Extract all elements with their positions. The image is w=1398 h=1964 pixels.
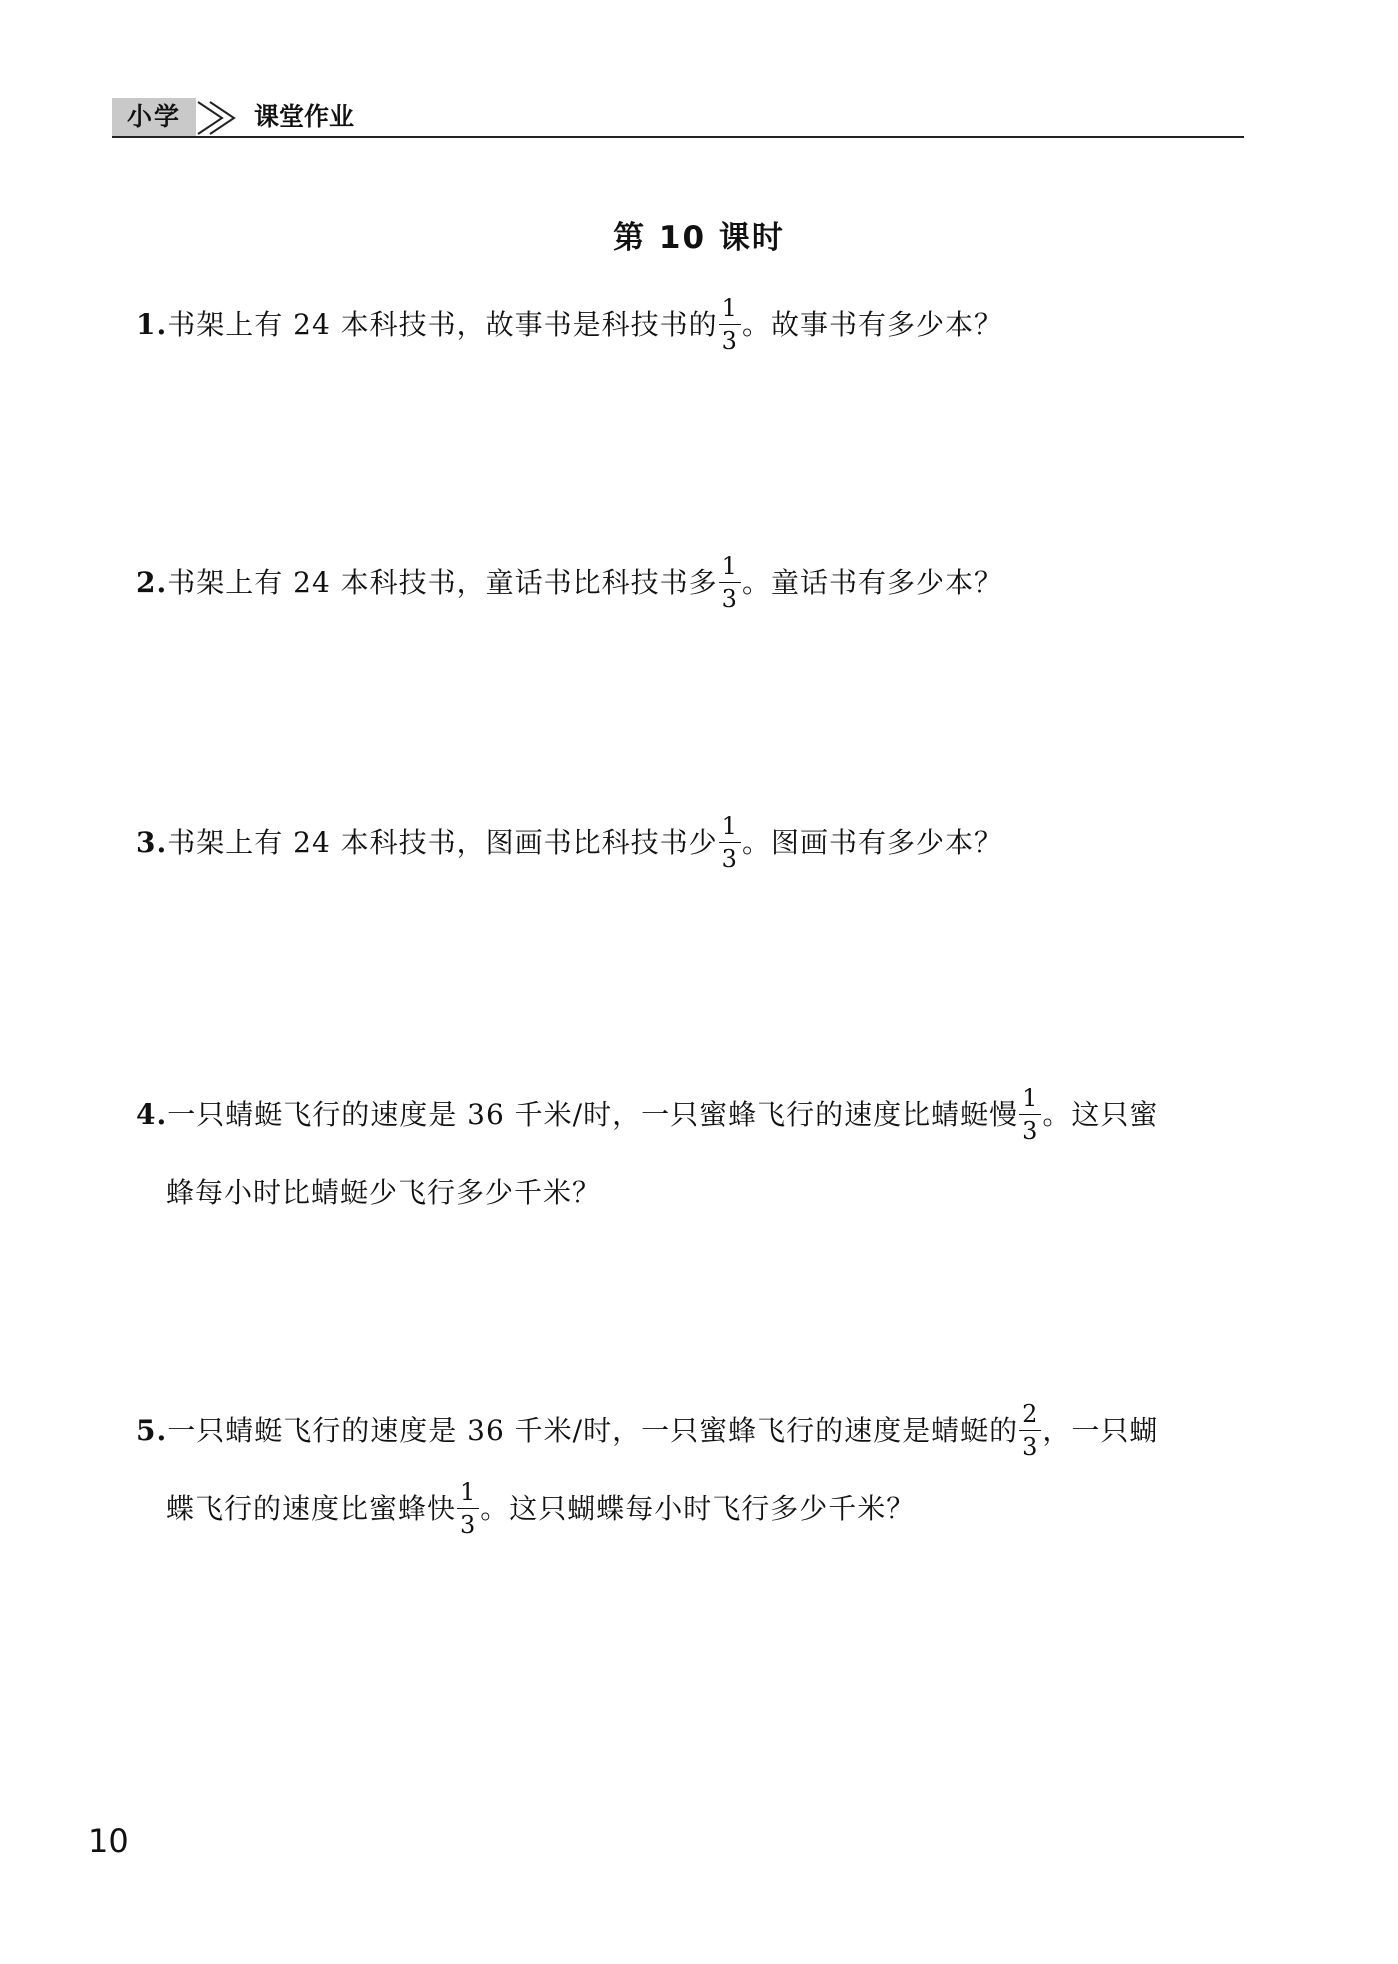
question-number: 4. xyxy=(136,1098,168,1131)
fraction-denominator: 3 xyxy=(721,585,738,613)
fraction-denominator: 3 xyxy=(1022,1117,1039,1145)
question-number: 3. xyxy=(136,826,168,859)
question-line xyxy=(136,1164,1158,1222)
fraction-numerator: 1 xyxy=(457,1480,479,1509)
question-text: 蝶飞行的速度比蜜蜂快 xyxy=(166,1492,457,1525)
fraction-denominator: 3 xyxy=(721,845,738,873)
question-text: 。故事书有多少本？ xyxy=(741,308,1003,341)
question-line xyxy=(136,554,1003,612)
question-text: 。图画书有多少本？ xyxy=(741,826,1003,859)
fraction-numerator: 1 xyxy=(1019,1086,1041,1115)
fraction xyxy=(719,554,741,611)
question-1 xyxy=(136,296,1003,354)
question-line xyxy=(136,1480,1158,1538)
fraction-numerator: 1 xyxy=(719,296,741,325)
fraction xyxy=(719,296,741,353)
header-divider xyxy=(112,136,1244,138)
question-text: ，一只蝴 xyxy=(1042,1414,1159,1447)
page-number: 10 xyxy=(88,1822,129,1860)
fraction-denominator: 3 xyxy=(721,327,738,355)
question-4 xyxy=(136,1086,1158,1222)
fraction xyxy=(457,1480,479,1537)
question-text: 书架上有 24 本科技书，故事书是科技书的 xyxy=(167,308,718,341)
question-line xyxy=(136,814,1003,872)
question-line xyxy=(136,1402,1158,1460)
fraction-numerator: 1 xyxy=(719,554,741,583)
fraction xyxy=(719,814,741,871)
fraction xyxy=(1019,1402,1041,1459)
question-line xyxy=(136,296,1003,354)
question-number: 2. xyxy=(136,566,168,599)
question-number: 5. xyxy=(136,1414,168,1447)
question-text: 。这只蝴蝶每小时飞行多少千米？ xyxy=(480,1492,916,1525)
fraction xyxy=(1019,1086,1041,1143)
question-text: 书架上有 24 本科技书，图画书比科技书少 xyxy=(167,826,718,859)
question-text: 书架上有 24 本科技书，童话书比科技书多 xyxy=(167,566,718,599)
question-2 xyxy=(136,554,1003,612)
header-title: 课堂作业 xyxy=(254,102,355,131)
fraction-denominator: 3 xyxy=(460,1511,477,1539)
header-section-tab: 小学 xyxy=(112,98,196,136)
lesson-title: 第 10 课时 xyxy=(613,220,785,256)
question-line xyxy=(136,1086,1158,1144)
question-text: 一只蜻蜓飞行的速度是 36 千米/时，一只蜜蜂飞行的速度比蜻蜓慢 xyxy=(167,1098,1019,1131)
question-text: 蜂每小时比蜻蜓少飞行多少千米？ xyxy=(166,1176,602,1209)
question-number: 1. xyxy=(136,308,168,341)
question-text: 。这只蜜 xyxy=(1042,1098,1159,1131)
question-text: 。童话书有多少本？ xyxy=(741,566,1003,599)
fraction-numerator: 2 xyxy=(1019,1402,1041,1431)
fraction-denominator: 3 xyxy=(1022,1433,1039,1461)
page-header xyxy=(112,98,1244,138)
question-text: 一只蜻蜓飞行的速度是 36 千米/时，一只蜜蜂飞行的速度是蜻蜓的 xyxy=(167,1414,1019,1447)
question-3 xyxy=(136,814,1003,872)
question-5 xyxy=(136,1402,1158,1538)
fraction-numerator: 1 xyxy=(719,814,741,843)
